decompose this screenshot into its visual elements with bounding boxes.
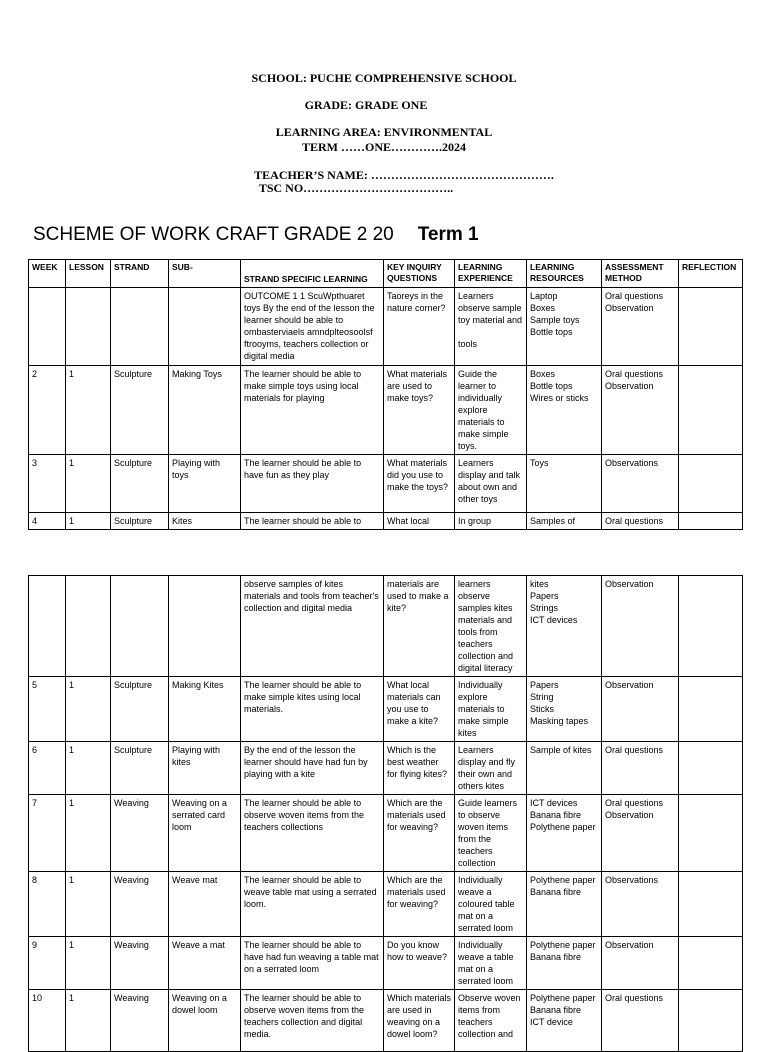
inquiry-cell: Do you know how to weave? [384,937,455,990]
week-cell: 9 [29,937,66,990]
assessment-cell: Oral questions Observation [602,288,679,366]
week-cell: 5 [29,677,66,742]
table-row [29,513,743,530]
resources-cell: Polythene paper Banana fibre ICT device [527,990,602,1052]
lesson-cell: 1 [66,366,111,455]
experience-cell: Learners observe sample toy material and tools [455,288,527,366]
outcome-cell: The learner should be able to [241,513,384,530]
lesson-cell: 1 [66,513,111,530]
outcome-cell: The learner should be able to have fun as they play [241,455,384,513]
week-cell: 10 [29,990,66,1052]
reflection-cell [679,742,743,795]
col-specific-learning: STRAND SPECIFIC LEARNING [241,260,384,288]
strand-cell: Weaving [111,795,169,872]
experience-cell: Individually weave a coloured table mat on a serrated loom [455,872,527,937]
scheme-table-part-2 [28,575,743,1052]
strand-cell: Sculpture [111,366,169,455]
col-lesson: LESSON [66,260,111,288]
reflection-cell [679,795,743,872]
table-row [29,677,743,742]
lesson-cell: 1 [66,455,111,513]
table-row [29,455,743,513]
resources-cell: Toys [527,455,602,513]
week-cell: 7 [29,795,66,872]
title-term: Term 1 [417,224,479,245]
sub-strand-cell: Making Toys [169,366,241,455]
scheme-table-part-1 [28,259,743,530]
strand-cell [111,288,169,366]
experience-cell: learners observe samples kites materials and tools from teachers collection and digital literacy [455,576,527,677]
table-row [29,742,743,795]
grade-line: GRADE: GRADE ONE [304,98,428,112]
week-cell [29,288,66,366]
outcome-cell: The learner should be able to have had fun weaving a table mat on a serrated loom [241,937,384,990]
outcome-cell: observe samples of kites materials and tools from teacher's collection and digital media [241,576,384,677]
lesson-cell: 1 [66,795,111,872]
lesson-cell: 1 [66,990,111,1052]
strand-cell: Sculpture [111,677,169,742]
strand-cell [111,576,169,677]
inquiry-cell: Taoreys in the nature corner? [384,288,455,366]
col-sub-strand: SUB- [169,260,241,288]
strand-cell: Weaving [111,990,169,1052]
inquiry-cell: Which is the best weather for flying kites? [384,742,455,795]
assessment-cell: Oral questions [602,990,679,1052]
inquiry-cell: materials are used to make a kite? [384,576,455,677]
sub-strand-cell: Weave a mat [169,937,241,990]
experience-cell: Learners display and fly their own and others kites [455,742,527,795]
lesson-cell [66,576,111,677]
assessment-cell: Oral questions Observation [602,366,679,455]
lesson-cell: 1 [66,872,111,937]
week-cell: 8 [29,872,66,937]
table-row [29,937,743,990]
reflection-cell [679,513,743,530]
title-main: SCHEME OF WORK CRAFT GRADE 2 20 [33,224,394,245]
learning-area-line: LEARNING AREA: ENVIRONMENTAL [275,125,493,139]
strand-cell: Sculpture [111,455,169,513]
sub-strand-cell: Making Kites [169,677,241,742]
week-cell: 6 [29,742,66,795]
resources-cell: Boxes Bottle tops Wires or sticks [527,366,602,455]
week-cell: 2 [29,366,66,455]
inquiry-cell: Which are the materials used for weaving? [384,872,455,937]
experience-cell: Guide learners to observe woven items from the teachers collection [455,795,527,872]
outcome-cell: By the end of the lesson the learner should have had fun by playing with a kite [241,742,384,795]
col-strand: STRAND [111,260,169,288]
experience-cell: Guide the learner to individually explore materials to make simple toys. [455,366,527,455]
col-week: WEEK [29,260,66,288]
inquiry-cell: Which materials are used in weaving on a dowel loom? [384,990,455,1052]
table-row [29,990,743,1052]
table-row [29,795,743,872]
experience-cell: Individually weave a table mat on a serrated loom [455,937,527,990]
resources-cell: Papers String Sticks Masking tapes [527,677,602,742]
document-title [33,224,479,246]
week-cell [29,576,66,677]
experience-cell: Individually explore materials to make simple kites [455,677,527,742]
term-line: TERM ……ONE………….2024 [301,140,466,154]
sub-strand-cell: Kites [169,513,241,530]
table-row [29,576,743,677]
inquiry-cell: Which are the materials used for weaving? [384,795,455,872]
assessment-cell: Observations [602,872,679,937]
reflection-cell [679,937,743,990]
resources-cell: Sample of kites [527,742,602,795]
table-row [29,872,743,937]
assessment-cell: Oral questions [602,742,679,795]
week-cell: 3 [29,455,66,513]
assessment-cell: Observation [602,576,679,677]
reflection-cell [679,576,743,677]
resources-cell: ICT devices Banana fibre Polythene paper [527,795,602,872]
resources-cell: Polythene paper Banana fibre [527,872,602,937]
outcome-cell: The learner should be able to make simple toys using local materials for playing [241,366,384,455]
sub-strand-cell: Playing with kites [169,742,241,795]
outcome-cell: The learner should be able to observe woven items from the teachers collections [241,795,384,872]
teacher-name-line: TEACHER’S NAME: ………………………………………. [254,168,554,182]
tsc-line: TSC NO……………………………….. [258,181,454,195]
school-line: SCHOOL: PUCHE COMPREHENSIVE SCHOOL [251,71,517,85]
resources-cell: Laptop Boxes Sample toys Bottle tops [527,288,602,366]
table-row [29,366,743,455]
col-assessment-method: ASSESSMENT METHOD [602,260,679,288]
col-reflection: REFLECTION [679,260,743,288]
col-learning-experience: LEARNING EXPERIENCE [455,260,527,288]
assessment-cell: Oral questions [602,513,679,530]
experience-cell: In group [455,513,527,530]
table-header-row [29,260,743,288]
assessment-cell: Observations [602,455,679,513]
resources-cell: Samples of [527,513,602,530]
inquiry-cell: What local [384,513,455,530]
inquiry-cell: What materials are used to make toys? [384,366,455,455]
lesson-cell: 1 [66,937,111,990]
sub-strand-cell: Playing with toys [169,455,241,513]
col-key-inquiry: KEY INQUIRY QUESTIONS [384,260,455,288]
week-cell: 4 [29,513,66,530]
reflection-cell [679,990,743,1052]
assessment-cell: Observation [602,937,679,990]
assessment-cell: Oral questions Observation [602,795,679,872]
reflection-cell [679,366,743,455]
strand-cell: Sculpture [111,742,169,795]
col-learning-resources: LEARNING RESOURCES [527,260,602,288]
inquiry-cell: What materials did you use to make the toys? [384,455,455,513]
experience-cell: Learners display and talk about own and other toys [455,455,527,513]
lesson-cell: 1 [66,742,111,795]
sub-strand-cell: Weaving on a serrated card loom [169,795,241,872]
sub-strand-cell [169,576,241,677]
inquiry-cell: What local materials can you use to make a kite? [384,677,455,742]
strand-cell: Sculpture [111,513,169,530]
resources-cell: kites Papers Strings ICT devices [527,576,602,677]
reflection-cell [679,455,743,513]
outcome-cell: The learner should be able to make simple kites using local materials. [241,677,384,742]
lesson-cell [66,288,111,366]
outcome-cell: The learner should be able to observe woven items from the teachers collection and digital media. [241,990,384,1052]
sub-strand-cell: Weave mat [169,872,241,937]
lesson-cell: 1 [66,677,111,742]
reflection-cell [679,872,743,937]
sub-strand-cell: Weaving on a dowel loom [169,990,241,1052]
strand-cell: Weaving [111,872,169,937]
strand-cell: Weaving [111,937,169,990]
table-row [29,288,743,366]
reflection-cell [679,288,743,366]
experience-cell: Observe woven items from teachers collection and [455,990,527,1052]
outcome-cell: OUTCOME 1 1 ScuWpthuaret toys By the end of the lesson the learner should be able to ombasterviaels amndplteosoolsf ftrooyms, teachers collection or digital media [241,288,384,366]
outcome-cell: The learner should be able to weave table mat using a serrated loom. [241,872,384,937]
assessment-cell: Observation [602,677,679,742]
sub-strand-cell [169,288,241,366]
reflection-cell [679,677,743,742]
resources-cell: Polythene paper Banana fibre [527,937,602,990]
